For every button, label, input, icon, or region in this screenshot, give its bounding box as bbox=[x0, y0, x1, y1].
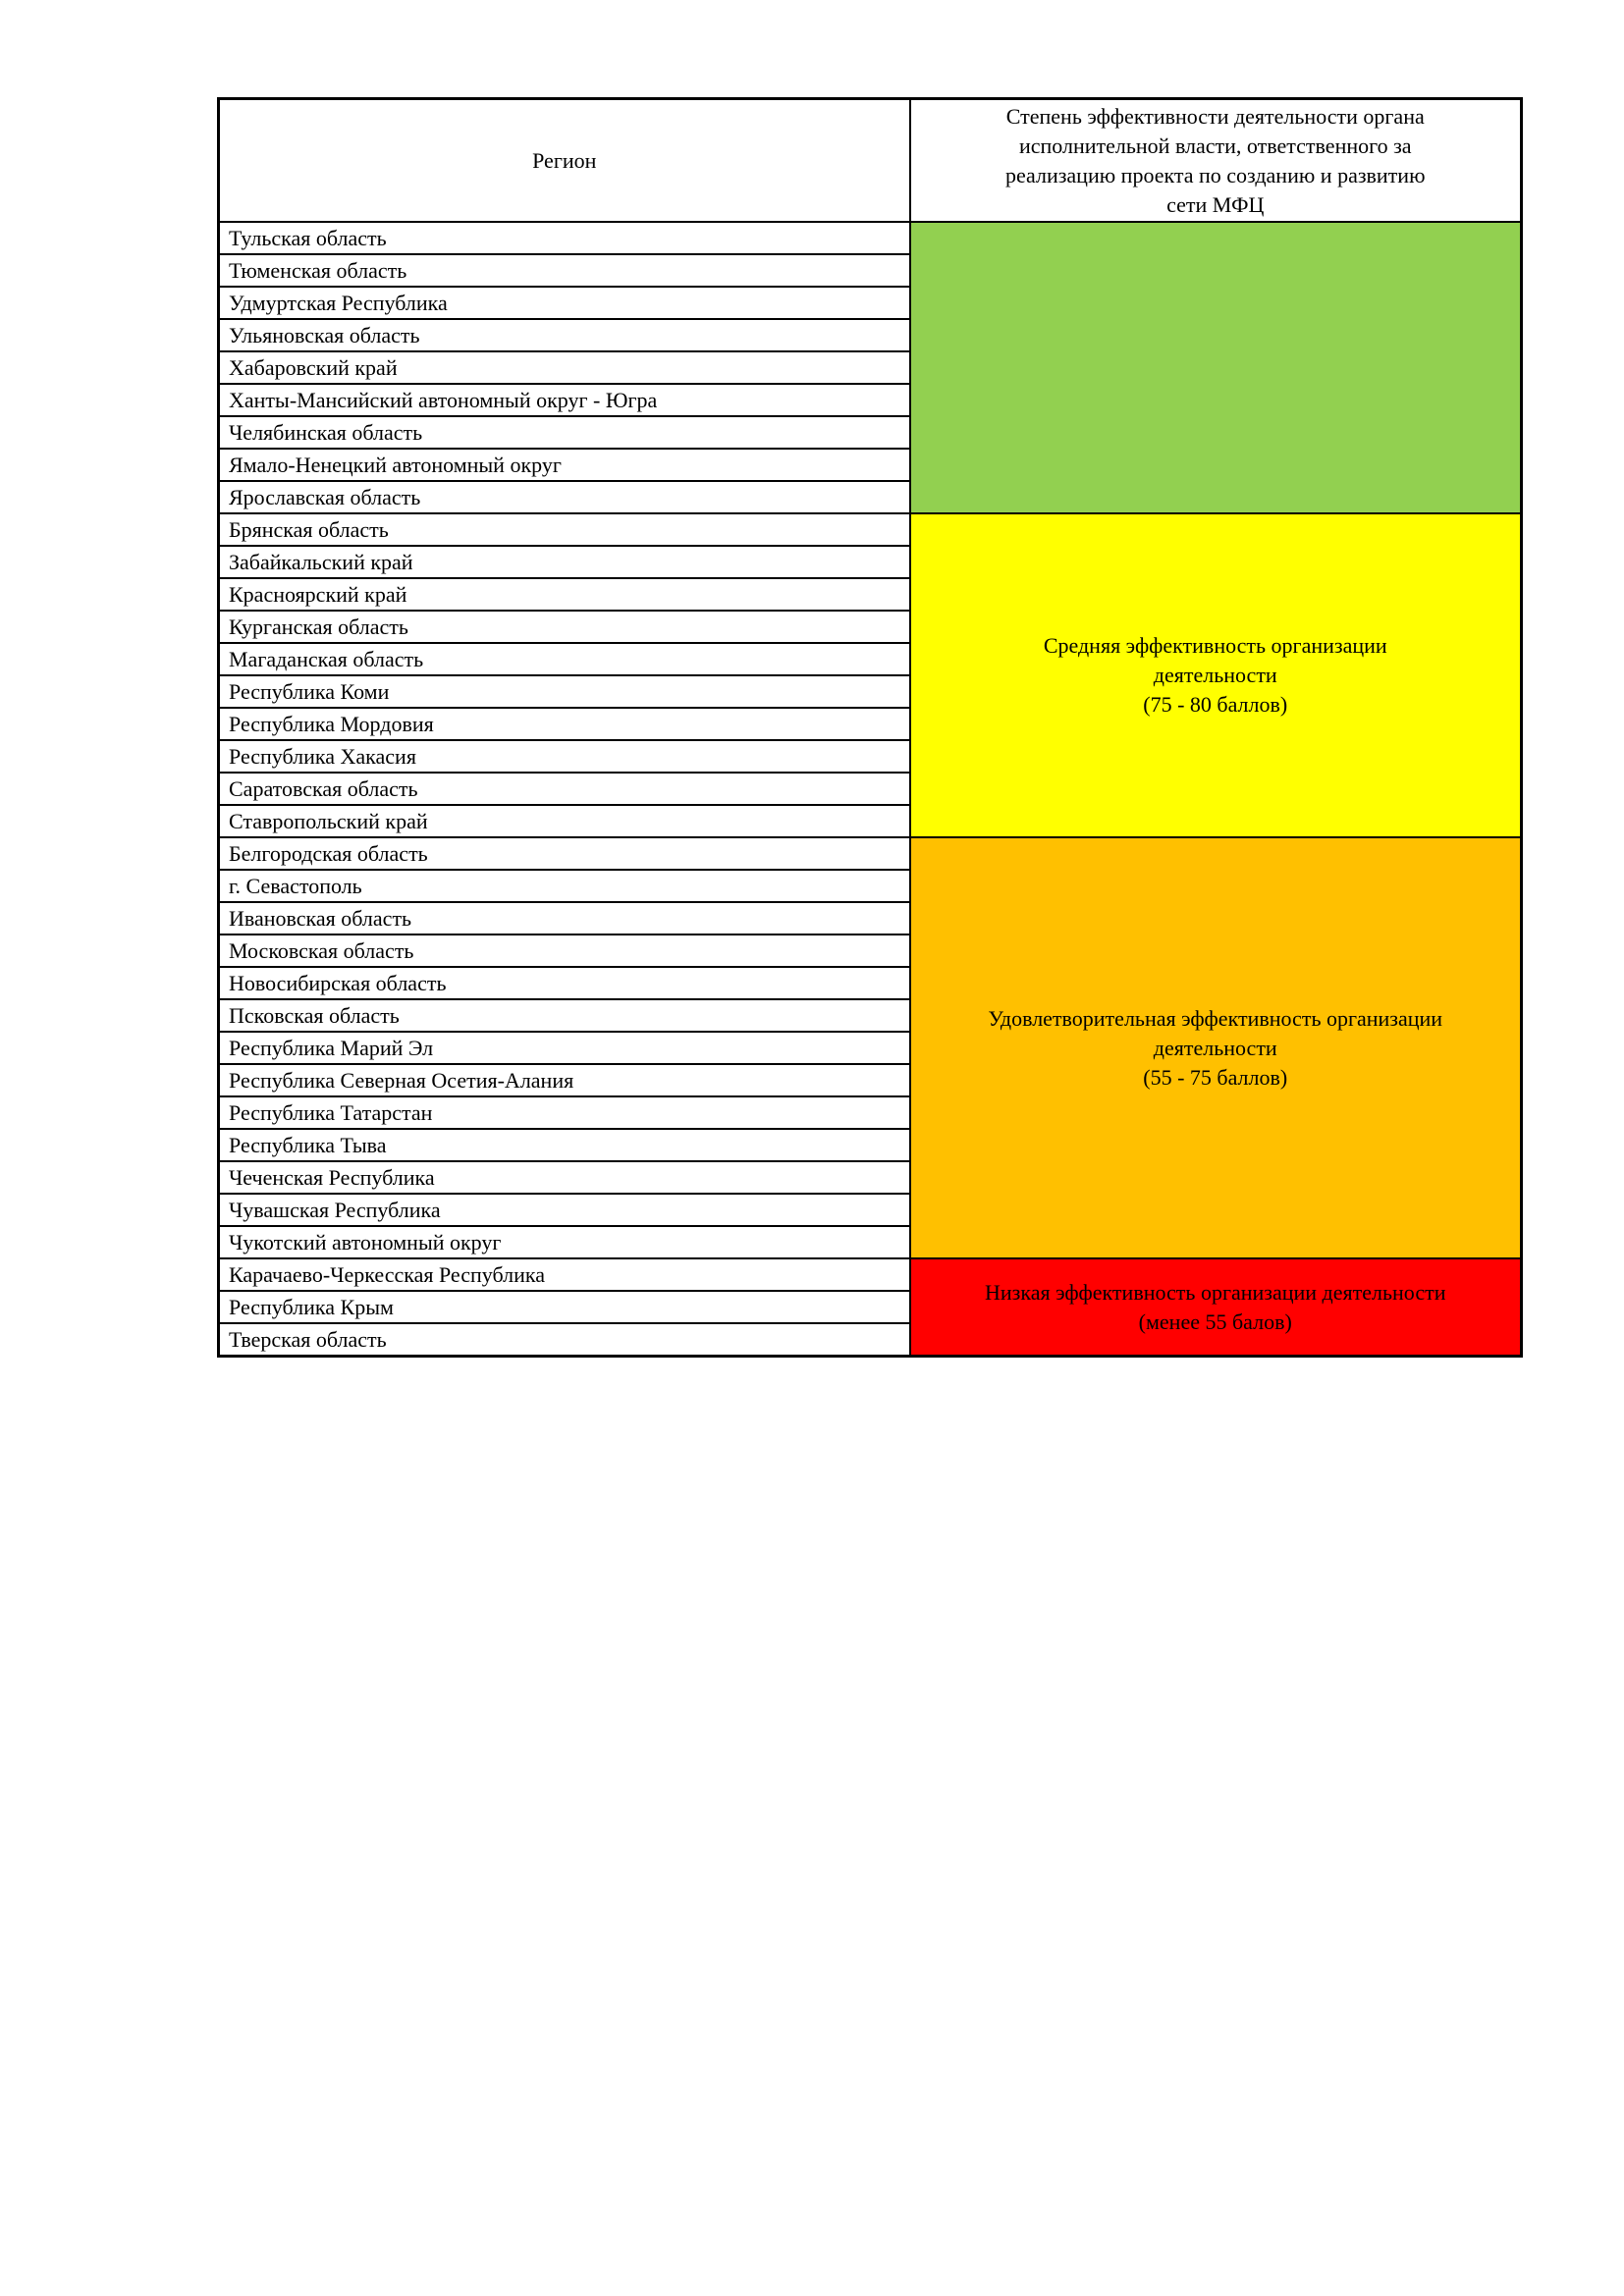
region-name-cell: Магаданская область bbox=[219, 643, 910, 675]
region-name-cell: Ямало-Ненецкий автономный округ bbox=[219, 449, 910, 481]
region-row bbox=[219, 837, 1522, 870]
region-name-cell: Чеченская Республика bbox=[219, 1161, 910, 1194]
column-header-effectiveness-line: Степень эффективности деятельности органа bbox=[1005, 103, 1425, 129]
region-name-cell: Республика Тыва bbox=[219, 1129, 910, 1161]
region-name-cell: Новосибирская область bbox=[219, 967, 910, 999]
group-label-line: Низкая эффективность организации деятельности bbox=[984, 1279, 1446, 1305]
region-name-cell: Ханты-Мансийский автономный округ - Югра bbox=[219, 384, 910, 416]
region-name-cell: Ставропольский край bbox=[219, 805, 910, 837]
region-name-cell: Республика Крым bbox=[219, 1291, 910, 1323]
region-name-cell: Чукотский автономный округ bbox=[219, 1226, 910, 1258]
region-name-cell: Тульская область bbox=[219, 222, 910, 254]
region-name-cell: Ульяновская область bbox=[219, 319, 910, 351]
column-header-effectiveness-line: реализацию проекта по созданию и развитию bbox=[1004, 162, 1426, 187]
region-name-cell: г. Севастополь bbox=[219, 870, 910, 902]
region-name-cell: Ивановская область bbox=[219, 902, 910, 934]
region-row bbox=[219, 513, 1522, 546]
mfc-effectiveness-table bbox=[217, 97, 1523, 1358]
region-name-cell: Курганская область bbox=[219, 611, 910, 643]
region-name-cell: Республика Хакасия bbox=[219, 740, 910, 773]
group-label-line: (менее 55 балов) bbox=[1138, 1308, 1292, 1334]
column-header-effectiveness bbox=[910, 99, 1522, 223]
column-header-effectiveness-line: исполнительной власти, ответственного за bbox=[1018, 133, 1412, 158]
region-name-cell: Чувашская Республика bbox=[219, 1194, 910, 1226]
group-label-cell-high bbox=[910, 222, 1522, 513]
group-label-cell-low bbox=[910, 1258, 1522, 1357]
effectiveness-table-container bbox=[217, 97, 1523, 1358]
region-name-cell: Хабаровский край bbox=[219, 351, 910, 384]
group-label-line: деятельности bbox=[1153, 1035, 1277, 1060]
header-row bbox=[219, 99, 1522, 223]
region-name-cell: Забайкальский край bbox=[219, 546, 910, 578]
region-name-cell: Республика Татарстан bbox=[219, 1096, 910, 1129]
region-name-cell: Псковская область bbox=[219, 999, 910, 1032]
group-label-line: Удовлетворительная эффективность организации bbox=[988, 1005, 1443, 1031]
column-header-effectiveness-line: сети МФЦ bbox=[1166, 191, 1265, 217]
region-name-cell: Московская область bbox=[219, 934, 910, 967]
column-header-region: Регион bbox=[219, 99, 910, 223]
region-name-cell: Республика Мордовия bbox=[219, 708, 910, 740]
region-name-cell: Тверская область bbox=[219, 1323, 910, 1357]
region-name-cell: Республика Северная Осетия-Алания bbox=[219, 1064, 910, 1096]
region-name-cell: Белгородская область bbox=[219, 837, 910, 870]
group-label-line: (55 - 75 баллов) bbox=[1143, 1064, 1288, 1090]
region-name-cell: Карачаево-Черкесская Республика bbox=[219, 1258, 910, 1291]
group-label-cell-satisfactory bbox=[910, 837, 1522, 1258]
region-name-cell: Красноярский край bbox=[219, 578, 910, 611]
region-name-cell: Тюменская область bbox=[219, 254, 910, 287]
group-label-line: (75 - 80 баллов) bbox=[1143, 692, 1288, 717]
region-name-cell: Удмуртская Республика bbox=[219, 287, 910, 319]
region-name-cell: Брянская область bbox=[219, 513, 910, 546]
region-name-cell: Республика Марий Эл bbox=[219, 1032, 910, 1064]
region-name-cell: Саратовская область bbox=[219, 773, 910, 805]
group-label-line: деятельности bbox=[1153, 663, 1277, 687]
region-row bbox=[219, 1258, 1522, 1291]
region-row bbox=[219, 222, 1522, 254]
group-label-line: Средняя эффективность организации bbox=[1043, 633, 1387, 658]
group-label-cell-medium bbox=[910, 513, 1522, 837]
region-name-cell: Челябинская область bbox=[219, 416, 910, 449]
region-name-cell: Ярославская область bbox=[219, 481, 910, 513]
region-name-cell: Республика Коми bbox=[219, 675, 910, 708]
